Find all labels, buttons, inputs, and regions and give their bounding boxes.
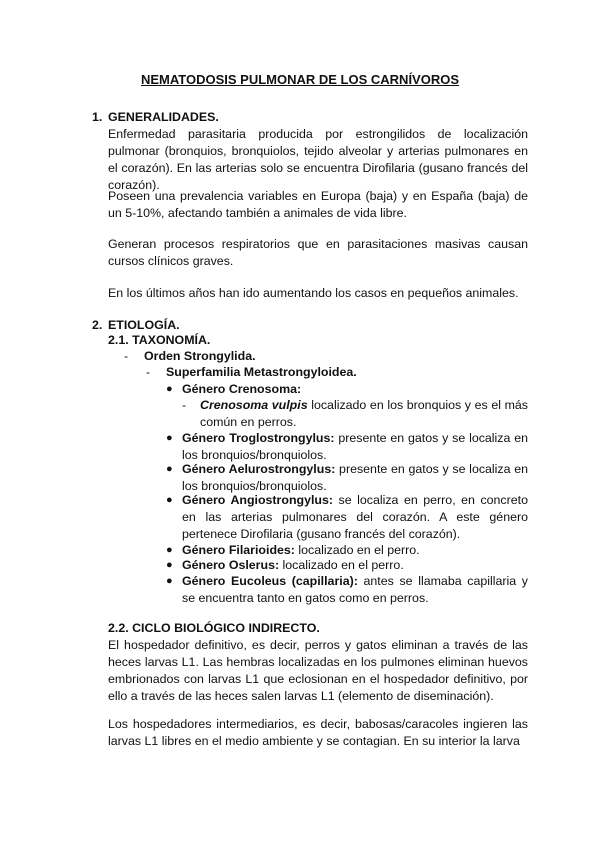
genero-name: Género Filarioides: [182, 543, 295, 557]
document-title: NEMATODOSIS PULMONAR DE LOS CARNÍVOROS [140, 72, 460, 87]
dash-marker: - [182, 398, 187, 412]
genero-item [166, 492, 528, 543]
genero-item [166, 430, 528, 464]
generalidades-paragraph-1: Enfermedad parasitaria producida por estrongilidos de localización pulmonar (bronquios, bronquiolos, tejido alveolar y arterias pulmonares en el corazón). En las arterias solo se encuentra Dirofilaria (gusano francés del corazón). [108, 127, 528, 192]
generalidades-paragraph-4: En los últimos años han ido aumentando los casos en pequeños animales. [108, 286, 519, 300]
generalidades-paragraph-2: Poseen una prevalencia variables en Europa (baja) y en España (baja) de un 5-10%, afectando también a animales de vida libre. [108, 189, 528, 220]
bullet-icon: ● [166, 544, 173, 556]
species-text: localizado en los bronquios y es el más común en perros. [200, 398, 528, 429]
bullet-icon: ● [166, 559, 173, 571]
genero-name: Género Angiostrongylus: [182, 493, 333, 507]
genero-name: Género Oslerus: [182, 558, 280, 572]
genero-text: presente en gatos y se localiza en los bronquios/bronquiolos. [182, 462, 528, 493]
genero-text: localizado en el perro. [294, 543, 420, 557]
subsection-ciclo-biologico: 2.2. CICLO BIOLÓGICO INDIRECTO. [108, 621, 320, 635]
dash-marker: - [146, 365, 151, 379]
superfamilia-label: Superfamilia Metastrongyloidea. [166, 365, 357, 379]
ciclo-paragraph-1: El hospedador definitivo, es decir, perros y gatos eliminan a través de las heces larvas L1. Las hembras localizadas en los pulmones eliminan huevos embrionados con larvas L1 que eclosionan en el hospedador definitivo, por ello a través de las heces salen larvas L1 (elemento de diseminación). [108, 638, 528, 703]
bullet-icon: ● [166, 383, 173, 395]
generalidades-paragraph-3: Generan procesos respiratorios que en parasitaciones masivas causan cursos clínicos graves. [108, 237, 528, 268]
genero-text: presente en gatos y se localiza en los bronquios/bronquiolos. [182, 431, 528, 462]
genero-text: antes se llamaba capillaria y se encuentra tanto en gatos como en perros. [182, 574, 528, 605]
section-1-title: GENERALIDADES. [108, 110, 219, 124]
bullet-icon: ● [166, 463, 173, 475]
ciclo-paragraph-2: Los hospedadores intermediarios, es decir, babosas/caracoles ingieren las larvas L1 libres en el medio ambiente y se contagian. En su interior la larva [108, 717, 528, 748]
genero-item [166, 381, 528, 398]
genero-item [166, 557, 528, 574]
bullet-icon: ● [166, 432, 173, 444]
orden-label: Orden Strongylida. [144, 349, 256, 363]
orden-item [124, 349, 256, 363]
genero-text: localizado en el perro. [279, 558, 404, 572]
subsection-taxonomia: 2.1. TAXONOMÍA. [108, 333, 211, 347]
bullet-icon: ● [166, 494, 173, 506]
species-name: Crenosoma vulpis [200, 398, 308, 412]
section-2-heading [92, 318, 180, 332]
dash-marker: - [124, 349, 129, 363]
section-1-heading [92, 110, 219, 124]
genero-name: Género Troglostrongylus: [182, 431, 335, 445]
section-2-number: 2. [92, 318, 103, 332]
genero-text: se localiza en perro, en concreto en las arterias pulmonares del corazón. A este género pertenece Dirofilaria (gusano francés del corazón). [182, 493, 528, 541]
bullet-icon: ● [166, 575, 173, 587]
genero-item [166, 461, 528, 495]
genero-name: Género Eucoleus (capillaria): [182, 574, 358, 588]
section-2-title: ETIOLOGÍA. [108, 318, 180, 332]
crenosoma-species-item [182, 397, 528, 431]
genero-item [166, 573, 528, 607]
superfamilia-item [146, 365, 357, 379]
section-1-number: 1. [92, 110, 103, 124]
genero-name: Género Aelurostrongylus: [182, 462, 336, 476]
genero-name: Género Crenosoma: [182, 382, 302, 396]
